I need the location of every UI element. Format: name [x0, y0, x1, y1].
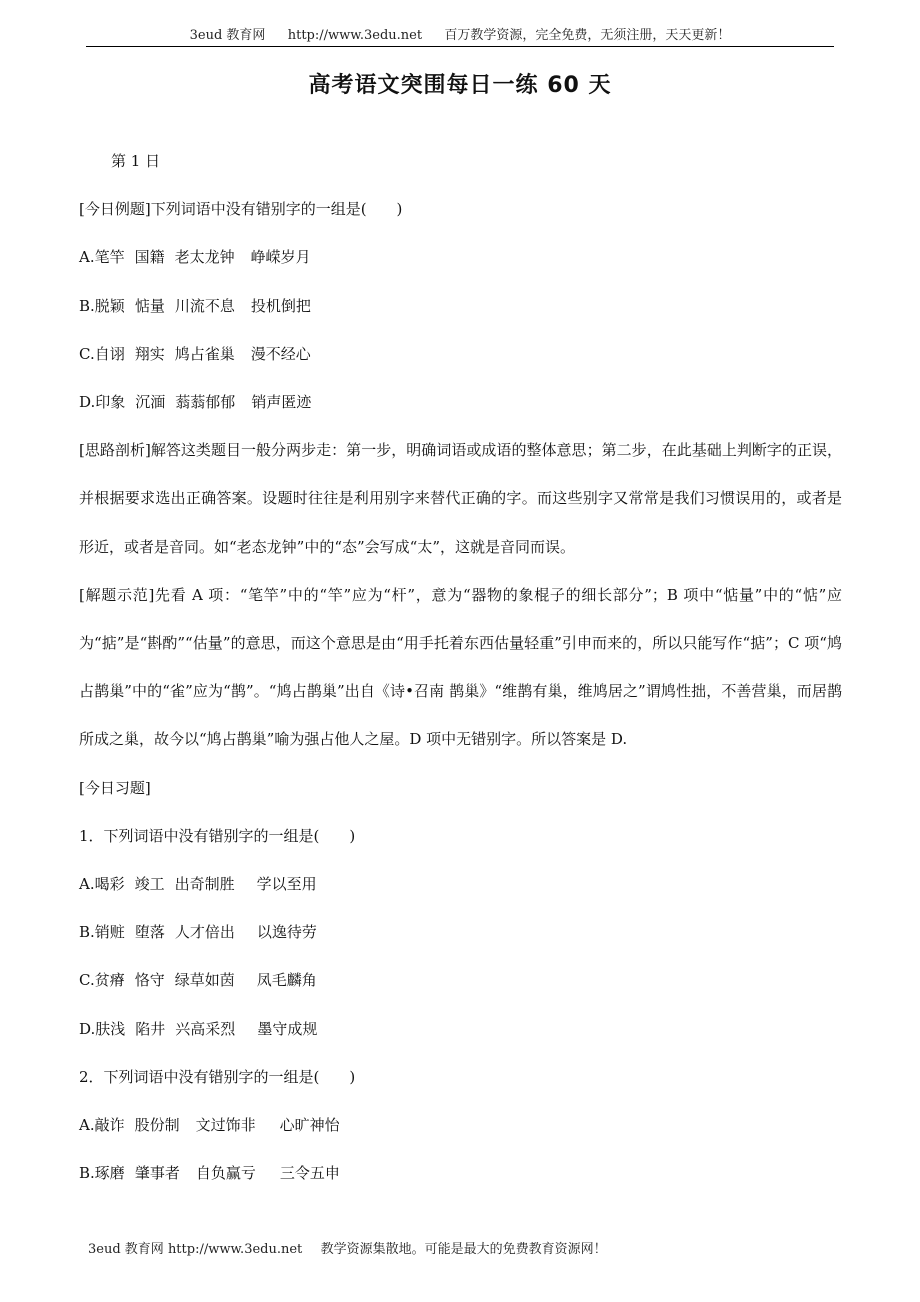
option-word: 股份制 — [134, 1116, 180, 1135]
option-label: A. — [79, 875, 95, 894]
option-word: 人才倍出 — [174, 923, 235, 942]
option-word: 敲诈 — [94, 1116, 125, 1135]
option-word: 投机倒把 — [250, 296, 311, 315]
document-title: 高考语文突围每日一练 60 天 — [308, 73, 612, 98]
option-label: D. — [79, 1019, 96, 1038]
example-option-b — [79, 282, 842, 330]
option-label: A. — [79, 248, 95, 267]
option-word: 自诩 — [94, 344, 125, 363]
exercise-1-question: 1．下列词语中没有错别字的一组是( ) — [79, 826, 356, 845]
option-label: B. — [79, 1164, 95, 1183]
exercise-1-option-c — [79, 956, 842, 1004]
option-word: 老太龙钟 — [174, 248, 235, 267]
exercise-2-question: 2．下列词语中没有错别字的一组是( ) — [79, 1067, 356, 1086]
option-label: A. — [79, 1116, 95, 1135]
solution-paragraph: [解题示范]先看 A 项：“笔竿”中的“竿”应为“杆”，意为“器物的象棍子的细长部分”；B 项中“惦量”中的“惦”应为“掂”是“斟酌”“估量”的意思，而这个意思是由“用手托着东西估量轻重”引申而来的，所以只能写作“掂”；C 项“鸠占鹊巢”中的“雀”应为“鹊”。“鸠占鹊巢”出自《诗•召南 鹊巢》“维鹊有巢，维鸠居之”谓鸠性拙，不善营巢，而居鹊所成之巢，故今以“鸠占鹊巢”喻为强占他人之屋。D 项中无错别字。所以答案是 D. — [79, 585, 842, 749]
exercise-heading: [今日习题] — [79, 778, 151, 797]
option-word: 销声匿迹 — [251, 393, 312, 412]
option-word: 墨守成规 — [257, 1019, 318, 1038]
exercise-2-option-a — [79, 1101, 842, 1149]
header-url: http://www.3edu.net — [287, 28, 423, 43]
option-word: 心旷神怡 — [279, 1116, 340, 1135]
header-site-name: 3eud 教育网 — [189, 28, 266, 43]
option-word: 以逸待劳 — [256, 923, 317, 942]
option-word: 凤毛麟角 — [256, 971, 317, 990]
option-word: 三令五申 — [279, 1164, 340, 1183]
footer-url: http://www.3edu.net — [167, 1242, 303, 1257]
page-footer — [88, 1238, 607, 1257]
option-word: 脱颖 — [94, 296, 125, 315]
option-word: 笔竿 — [94, 248, 125, 267]
option-word: 国籍 — [134, 248, 165, 267]
option-word: 印象 — [95, 393, 126, 412]
option-word: 竣工 — [134, 875, 165, 894]
option-word: 喝彩 — [94, 875, 125, 894]
exercise-1-option-b — [79, 908, 842, 956]
option-word: 峥嵘岁月 — [250, 248, 311, 267]
exercise-1-option-d — [79, 1005, 842, 1053]
option-word: 学以至用 — [256, 875, 317, 894]
option-word: 琢磨 — [94, 1164, 125, 1183]
page-header — [86, 24, 834, 43]
option-word: 出奇制胜 — [174, 875, 235, 894]
exercise-1-option-a — [79, 860, 842, 908]
option-label: B. — [79, 923, 95, 942]
example-option-d — [79, 378, 842, 426]
option-word: 堕落 — [134, 923, 165, 942]
option-word: 陷井 — [135, 1019, 166, 1038]
analysis-paragraph: [思路剖析]解答这类题目一般分两步走：第一步，明确词语或成语的整体意思；第二步，在此基础上判断字的正误，并根据要求选出正确答案。设题时往往是利用别字来替代正确的字。而这些别字又常常是我们习惯误用的，或者是形近，或者是音同。如“老态龙钟”中的“态”会写成“太”，这就是音同而误。 — [79, 441, 842, 556]
document-body — [79, 137, 842, 1197]
option-word: 自负赢亏 — [195, 1164, 256, 1183]
option-word: 销赃 — [94, 923, 125, 942]
option-word: 文过饰非 — [195, 1116, 256, 1135]
option-label: C. — [79, 344, 95, 363]
option-word: 贫瘠 — [94, 971, 125, 990]
option-label: B. — [79, 296, 95, 315]
option-word: 肤浅 — [95, 1019, 126, 1038]
option-word: 沉湎 — [135, 393, 166, 412]
footer-site-name: 3eud 教育网 — [88, 1242, 164, 1257]
day-label: 第 1 日 — [111, 152, 161, 170]
exercise-2-option-b — [79, 1149, 842, 1197]
footer-slogan: 教学资源集散地。可能是最大的免费教育资源网！ — [320, 1242, 607, 1257]
option-word: 漫不经心 — [250, 344, 311, 363]
example-question: [今日例题]下列词语中没有错别字的一组是( ) — [79, 200, 403, 219]
option-word: 惦量 — [134, 296, 165, 315]
option-label: D. — [79, 393, 96, 412]
option-word: 蓊蓊郁郁 — [175, 393, 236, 412]
option-label: C. — [79, 971, 95, 990]
option-word: 肇事者 — [134, 1164, 180, 1183]
header-slogan: 百万教学资源，完全免费，无须注册，天天更新！ — [444, 28, 731, 43]
header-divider — [86, 46, 834, 47]
option-word: 鸠占雀巢 — [174, 344, 235, 363]
example-option-a — [79, 233, 842, 281]
option-word: 兴高采烈 — [175, 1019, 236, 1038]
example-option-c — [79, 330, 842, 378]
option-word: 恪守 — [134, 971, 165, 990]
option-word: 川流不息 — [174, 296, 235, 315]
option-word: 翔实 — [134, 344, 165, 363]
option-word: 绿草如茵 — [174, 971, 235, 990]
